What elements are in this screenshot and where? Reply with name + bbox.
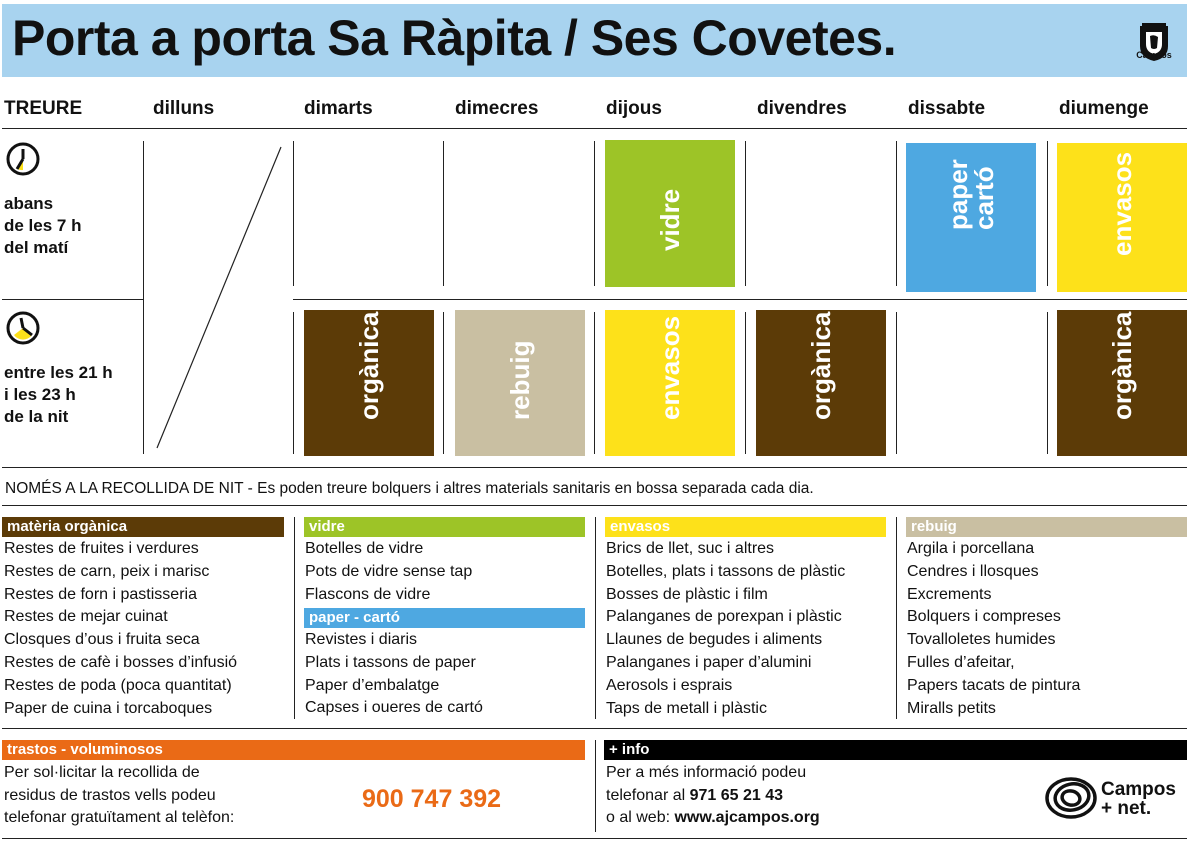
category-header-rebuig: rebuig [906, 517, 1187, 537]
list-item: Botelles, plats i tassons de plàstic [606, 562, 846, 580]
info-web-link[interactable]: www.ajcampos.org [674, 809, 820, 827]
day-dilluns: dilluns [153, 98, 215, 119]
list-item: Paper d’embalatge [305, 676, 440, 694]
clock-morning-icon [5, 141, 41, 177]
info-phone[interactable]: 971 65 21 43 [689, 786, 784, 804]
grid-line [443, 141, 444, 286]
trastos-text: Per sol·licitar la recollida de residus de trastos vells podeu telefonar gratuïtament al telèfon: [4, 764, 235, 827]
grid-line [2, 505, 1187, 506]
category-header-paper: paper - cartó [304, 608, 585, 628]
list-item: Brics de llet, suc i altres [606, 540, 775, 557]
night-label: entre les 21 h i les 23 h de la nit [4, 363, 113, 426]
tile-dimarts-night-organica: orgànica [304, 310, 434, 456]
tile-diumenge-night-organica: orgànica [1057, 310, 1187, 456]
category-list-envasos [606, 538, 845, 720]
list-item: Revistes i diaris [305, 631, 418, 648]
page-title: Porta a porta Sa Ràpita / Ses Covetes. [12, 10, 897, 66]
list-item: Excrements [907, 585, 992, 603]
list-item: Bosses de plàstic i film [606, 585, 768, 603]
grid-line [294, 517, 295, 719]
no-collection-slash [143, 141, 293, 454]
category-list-vidre [305, 538, 472, 606]
grid-line [1047, 312, 1048, 454]
day-diumenge: diumenge [1059, 98, 1149, 119]
grid-line [896, 312, 897, 454]
grid-line [2, 728, 1187, 729]
list-item: Pots de vidre sense tap [305, 562, 473, 580]
tile-diumenge-morning-envasos: envasos [1057, 143, 1187, 292]
category-list-rebuig [907, 538, 1080, 720]
list-item: Bolquers i compreses [907, 608, 1061, 626]
trastos-phone[interactable]: 900 747 392 [362, 785, 502, 813]
list-item: Restes de poda (poca quantitat) [4, 676, 232, 694]
list-item: Papers tacats de pintura [907, 676, 1081, 694]
day-divendres: divendres [757, 98, 847, 119]
tile-divendres-night-organica: orgànica [756, 310, 886, 456]
list-item: Fulles d’afeitar, [907, 653, 1015, 671]
day-dimecres: dimecres [455, 98, 539, 119]
list-item: Miralls petits [907, 699, 996, 717]
grid-line [443, 312, 444, 454]
list-item: Palanganes de porexpan i plàstic [606, 608, 842, 626]
day-dissabte: dissabte [908, 98, 986, 119]
list-item: Aerosols i esprais [606, 676, 733, 694]
night-note: NOMÉS A LA RECOLLIDA DE NIT - Es poden treure bolquers i altres materials sanitaris en bossa separada cada dia. [5, 480, 814, 497]
day-dimarts: dimarts [304, 98, 373, 119]
grid-line [745, 312, 746, 454]
grid-line [595, 740, 596, 832]
list-item: Restes de cafè i bosses d’infusió [4, 653, 238, 671]
list-item: Argila i porcellana [907, 540, 1035, 557]
list-item: Restes de mejar cuinat [4, 608, 168, 626]
info-text: Per a més informació podeu telefonar al 971 65 21 43 o al web: www.ajcampos.org [606, 764, 820, 827]
grid-line [1047, 141, 1048, 286]
list-item: Plats i tassons de paper [305, 653, 476, 671]
crest-label: Campos [1136, 50, 1172, 60]
list-item: Flascons de vidre [305, 585, 431, 603]
treure-label: TREURE [4, 98, 83, 119]
grid-line [2, 838, 1187, 839]
crest-icon [1136, 12, 1172, 72]
grid-line [594, 312, 595, 454]
campos-net-logo-text: Campos + net. [1101, 779, 1176, 819]
list-item: Llaunes de begudes i aliments [606, 631, 823, 649]
list-item: Capses i oueres de cartó [305, 699, 483, 717]
grid-line [2, 128, 1187, 129]
list-item: Botelles de vidre [305, 540, 424, 557]
list-item: Tovalloletes humides [907, 631, 1056, 649]
list-item: Taps de metall i plàstic [606, 699, 767, 717]
list-item: Cendres i llosques [907, 562, 1039, 580]
morning-label: abans de les 7 h del matí [4, 194, 82, 257]
grid-line [2, 467, 1187, 468]
trastos-header: trastos - voluminosos [2, 740, 585, 760]
tile-dijous-morning-vidre: vidre [605, 140, 735, 287]
list-item: Closques d’ous i fruita seca [4, 631, 200, 649]
grid-line [293, 312, 294, 454]
category-list-paper [305, 629, 483, 720]
day-dijous: dijous [606, 98, 662, 119]
list-item: Restes de carn, peix i marisc [4, 562, 210, 580]
campos-net-logo-icon [1043, 774, 1099, 822]
tile-dimecres-night-rebuig: rebuig [455, 310, 585, 456]
grid-line [896, 517, 897, 719]
list-item: Restes de forn i pastisseria [4, 585, 197, 603]
list-item: Restes de fruites i verdures [4, 540, 199, 557]
category-header-envasos: envasos [605, 517, 886, 537]
category-list-organica [4, 538, 237, 720]
category-header-organica: matèria orgànica [2, 517, 284, 537]
info-header: + info [604, 740, 1187, 760]
tile-dijous-night-envasos: envasos [605, 310, 735, 456]
category-header-vidre: vidre [304, 517, 585, 537]
list-item: Palanganes i paper d’alumini [606, 653, 812, 671]
grid-line [293, 299, 1187, 300]
grid-line [2, 299, 143, 300]
grid-line [293, 141, 294, 286]
grid-line [745, 141, 746, 286]
grid-line [896, 141, 897, 286]
grid-line [594, 141, 595, 286]
grid-line [595, 517, 596, 719]
list-item: Paper de cuina i torcaboques [4, 699, 213, 717]
tile-dissabte-morning-paper: paper cartó [906, 143, 1036, 292]
clock-night-icon [5, 310, 41, 346]
